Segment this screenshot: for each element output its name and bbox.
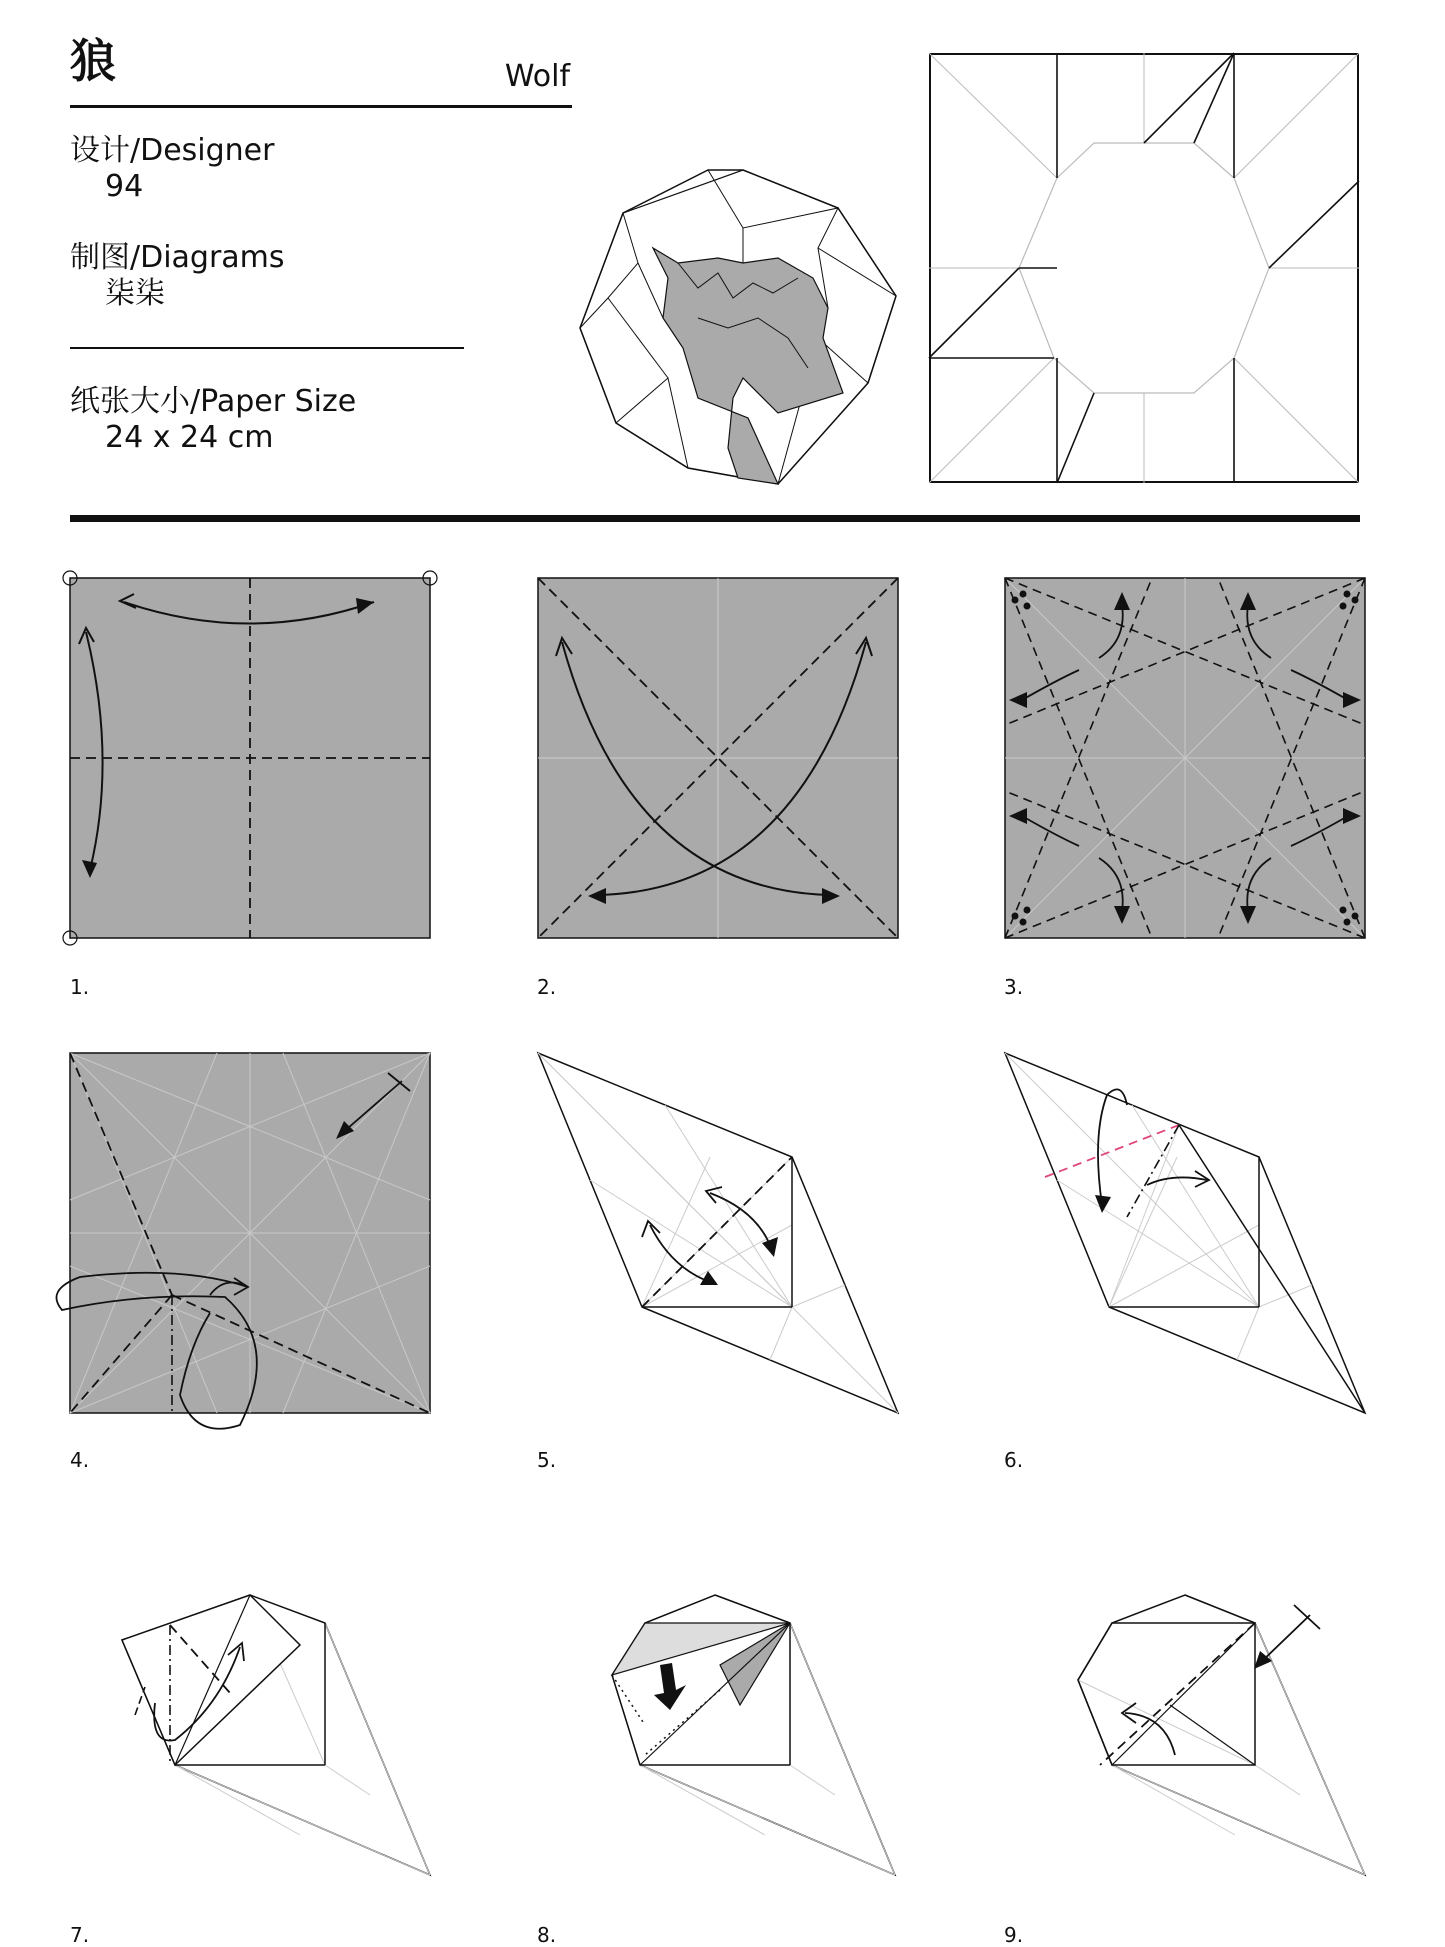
step-1-diagram [62, 570, 442, 940]
step-label: 5. [537, 1448, 557, 1472]
step-6-diagram [997, 1045, 1377, 1425]
title-english: Wolf [504, 59, 570, 94]
designer-label: 设计/Designer [70, 133, 275, 168]
info-divider [70, 347, 464, 349]
step-label: 3. [1004, 975, 1024, 999]
crease-pattern [929, 53, 1359, 483]
step-label: 2. [537, 975, 557, 999]
step-7-diagram [110, 1585, 440, 1885]
step-label: 7. [70, 1923, 90, 1947]
step-label: 6. [1004, 1448, 1024, 1472]
title-underline [70, 105, 572, 108]
diagrams-value: 柒柒 [105, 276, 165, 311]
step-5-diagram [530, 1045, 910, 1425]
paper-size-value: 24 x 24 cm [105, 420, 274, 455]
step-4-diagram [50, 1045, 450, 1445]
step-2-diagram [530, 570, 910, 940]
title-chinese: 狼 [70, 34, 116, 88]
finished-model-image [578, 168, 898, 486]
step-label: 4. [70, 1448, 90, 1472]
step-label: 9. [1004, 1923, 1024, 1947]
step-label: 8. [537, 1923, 557, 1947]
designer-value: 94 [105, 169, 144, 204]
header-divider [70, 515, 1360, 522]
paper-size-label: 纸张大小/Paper Size [70, 384, 357, 419]
step-label: 1. [70, 975, 90, 999]
diagrams-label: 制图/Diagrams [70, 240, 285, 275]
step-9-diagram [1070, 1585, 1380, 1885]
step-8-diagram [600, 1585, 910, 1885]
step-3-diagram [997, 570, 1377, 940]
